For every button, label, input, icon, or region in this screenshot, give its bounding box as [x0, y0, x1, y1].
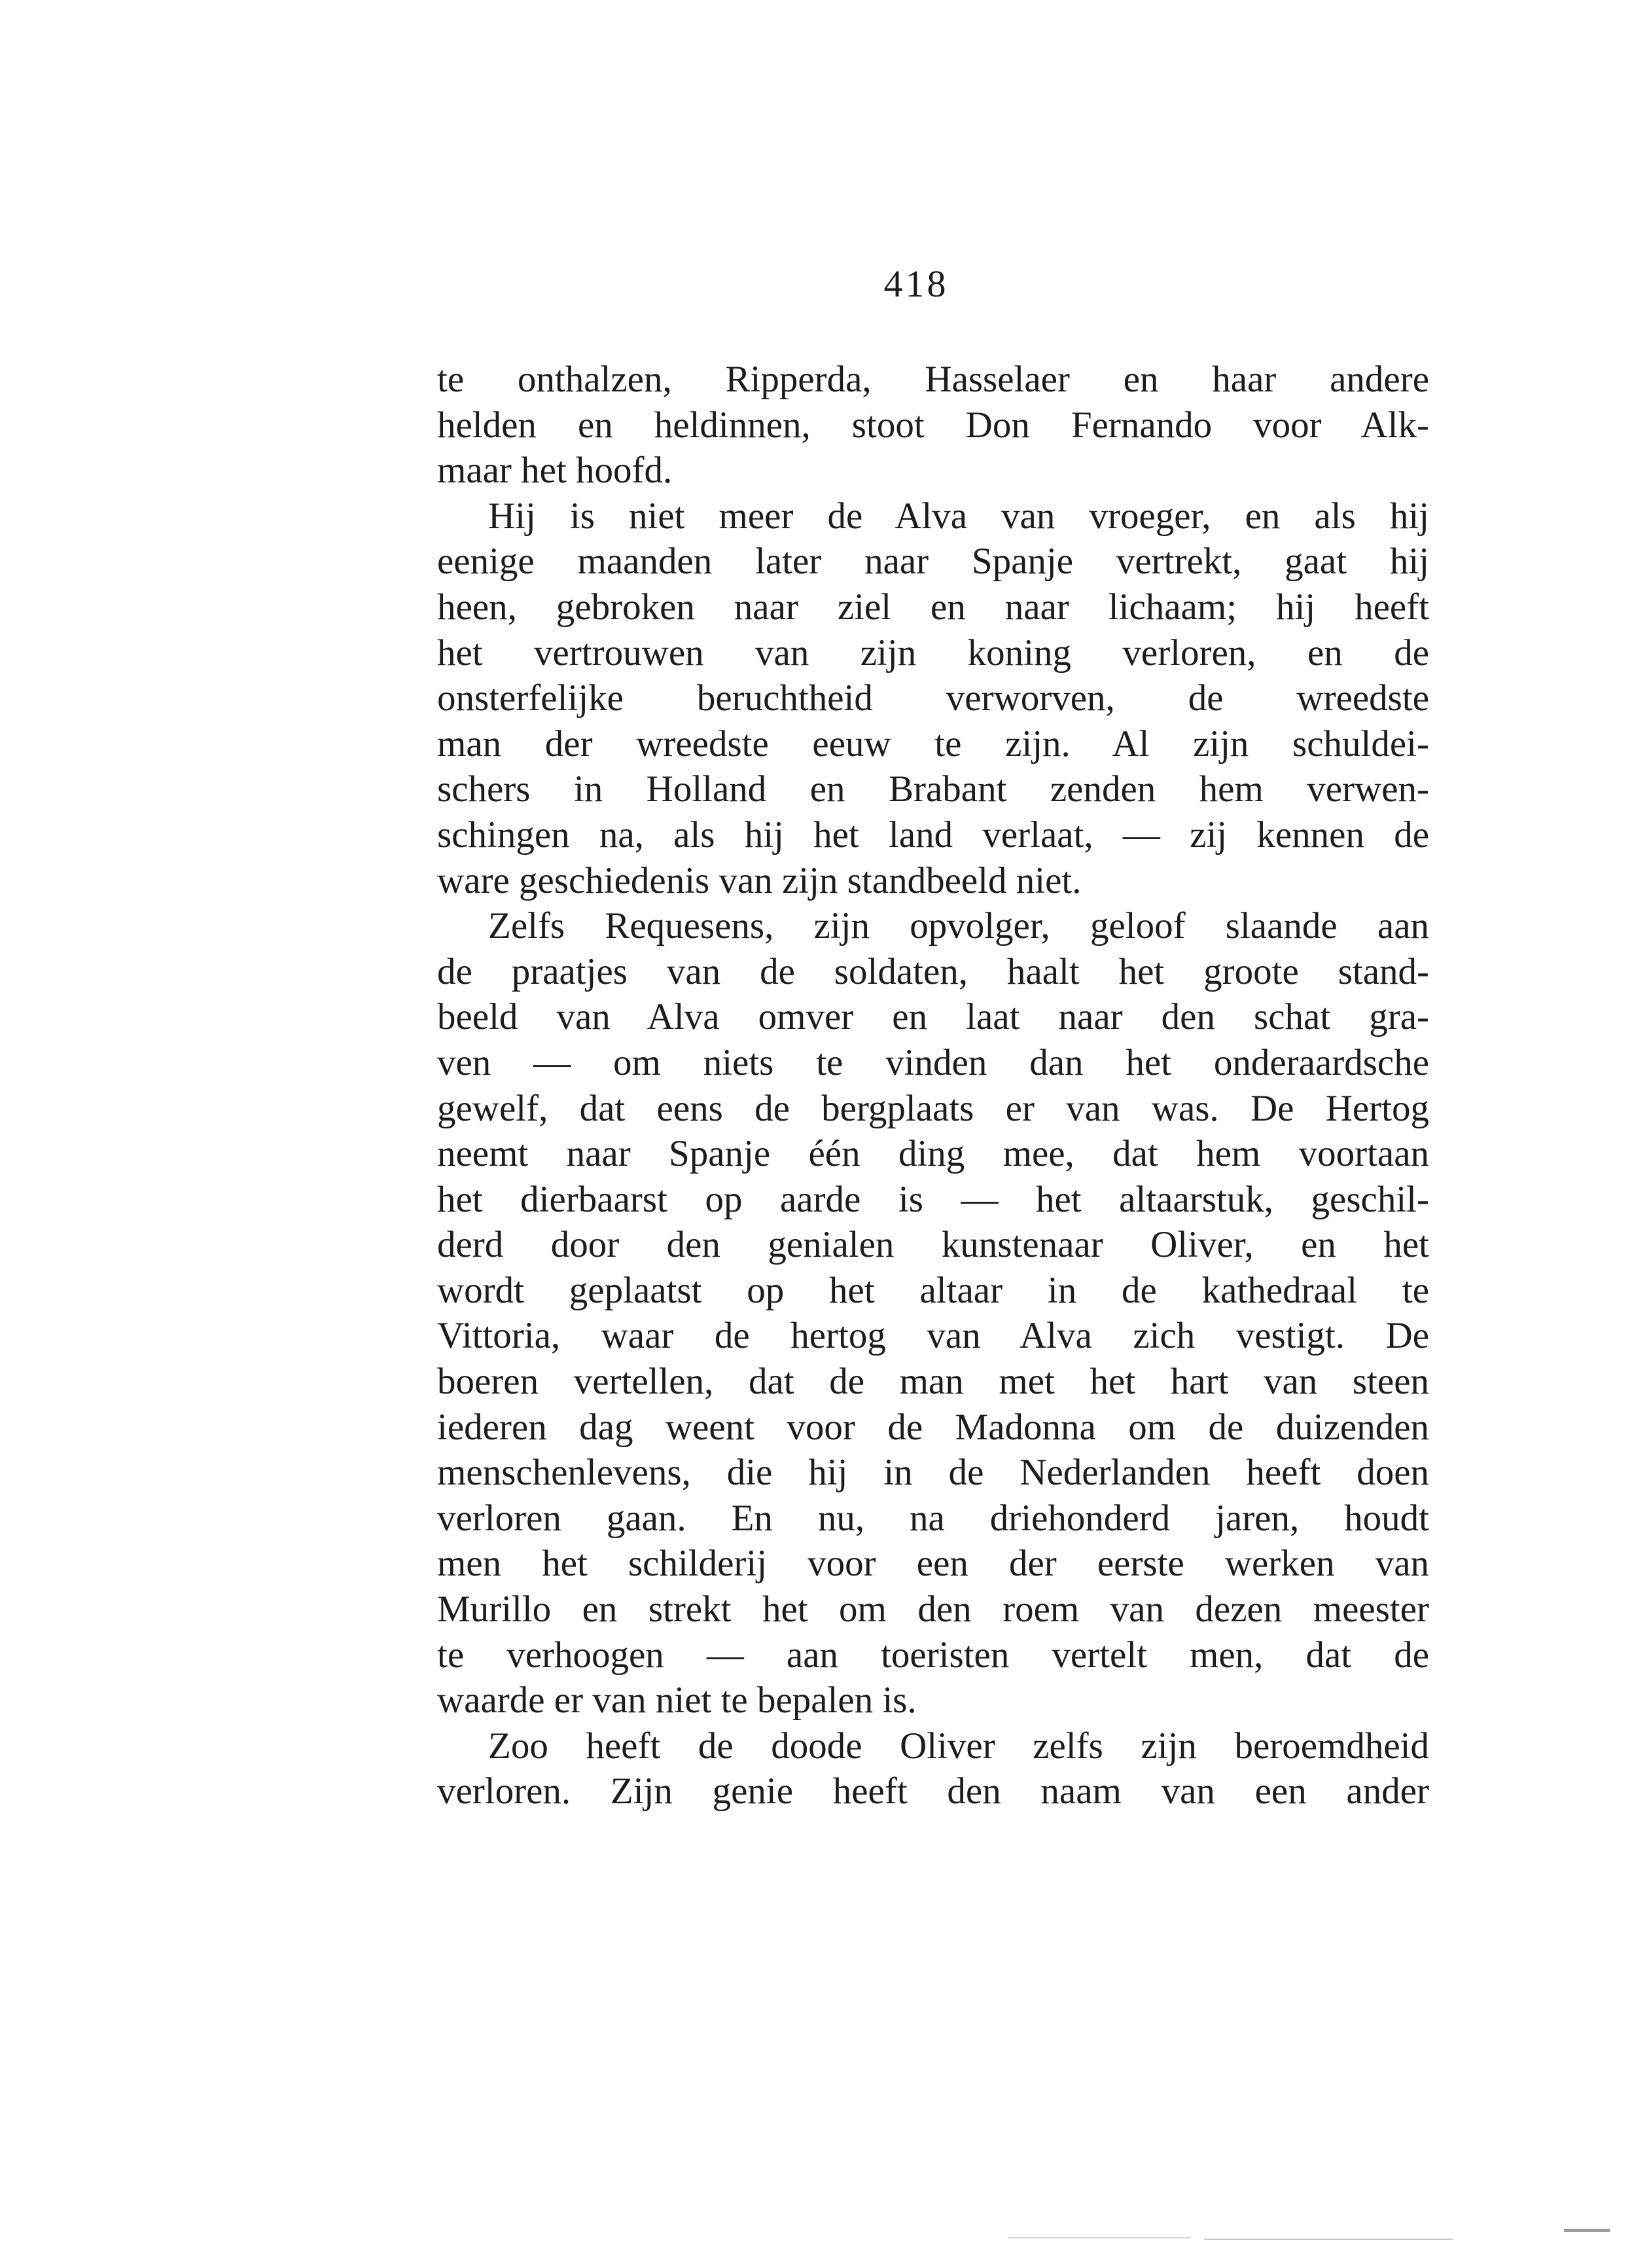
text-line: man der wreedste eeuw te zijn. Al zijn schuldei- — [437, 723, 1429, 765]
text-line: Murillo en strekt het om den roem van dezen meester — [437, 1589, 1429, 1630]
scan-artifact — [1008, 2237, 1191, 2239]
text-line: ven — om niets te vinden dan het onderaardsche — [437, 1041, 1429, 1083]
paragraph-first-line: Zoo heeft de doode Oliver zelfs zijn beroemdheid — [488, 1725, 1429, 1767]
text-line: boeren vertellen, dat de man met het hart van steen — [437, 1361, 1429, 1403]
text-line: neemt naar Spanje één ding mee, dat hem voortaan — [437, 1133, 1429, 1175]
text-line: te verhoogen — aan toeristen vertelt men, dat de — [437, 1634, 1429, 1676]
scan-artifact — [1564, 2229, 1610, 2232]
text-line: het vertrouwen van zijn koning verloren, en de — [437, 632, 1429, 674]
text-line: maar het hoofd. — [437, 450, 673, 492]
paragraph-first-line: Zelfs Requesens, zijn opvolger, geloof slaande aan — [488, 905, 1429, 947]
scan-artifact — [1204, 2239, 1453, 2240]
text-line: waarde er van niet te bepalen is. — [437, 1680, 917, 1721]
text-line: derd door den genialen kunstenaar Oliver, en het — [437, 1224, 1429, 1266]
text-line: schingen na, als hij het land verlaat, — zij kennen de — [437, 814, 1429, 855]
text-line: Vittoria, waar de hertog van Alva zich vestigt. De — [437, 1315, 1429, 1357]
body-text — [437, 357, 1429, 1814]
text-line: het dierbaarst op aarde is — het altaarstuk, geschil- — [437, 1178, 1429, 1220]
text-line: te onthalzen, Ripperda, Hasselaer en haar andere — [437, 359, 1429, 400]
text-line: ware geschiedenis van zijn standbeeld niet. — [437, 859, 1082, 901]
text-line: helden en heldinnen, stoot Don Fernando voor Alk- — [437, 404, 1429, 446]
page-number: 418 — [883, 262, 949, 305]
text-line: menschenlevens, die hij in de Nederlanden heeft doen — [437, 1452, 1429, 1494]
text-line: schers in Holland en Brabant zenden hem verwen- — [437, 768, 1429, 810]
text-line: eenige maanden later naar Spanje vertrekt, gaat hij — [437, 541, 1429, 583]
text-line: beeld van Alva omver en laat naar den schat gra- — [437, 996, 1429, 1038]
paragraph-first-line: Hij is niet meer de Alva van vroeger, en als hij — [488, 495, 1429, 537]
text-line: de praatjes van de soldaten, haalt het groote stand- — [437, 950, 1429, 992]
text-line: men het schilderij voor een der eerste werken van — [437, 1543, 1429, 1585]
text-line: wordt geplaatst op het altaar in de kathedraal te — [437, 1269, 1429, 1311]
text-line: gewelf, dat eens de bergplaats er van was. De Hertog — [437, 1087, 1429, 1129]
text-line: verloren gaan. En nu, na driehonderd jaren, houdt — [437, 1497, 1429, 1539]
text-line: iederen dag weent voor de Madonna om de duizenden — [437, 1406, 1429, 1448]
text-line: onsterfelijke beruchtheid verworven, de wreedste — [437, 677, 1429, 719]
text-line: heen, gebroken naar ziel en naar lichaam; hij heeft — [437, 586, 1429, 628]
text-line: verloren. Zijn genie heeft den naam van een ander — [437, 1771, 1429, 1812]
